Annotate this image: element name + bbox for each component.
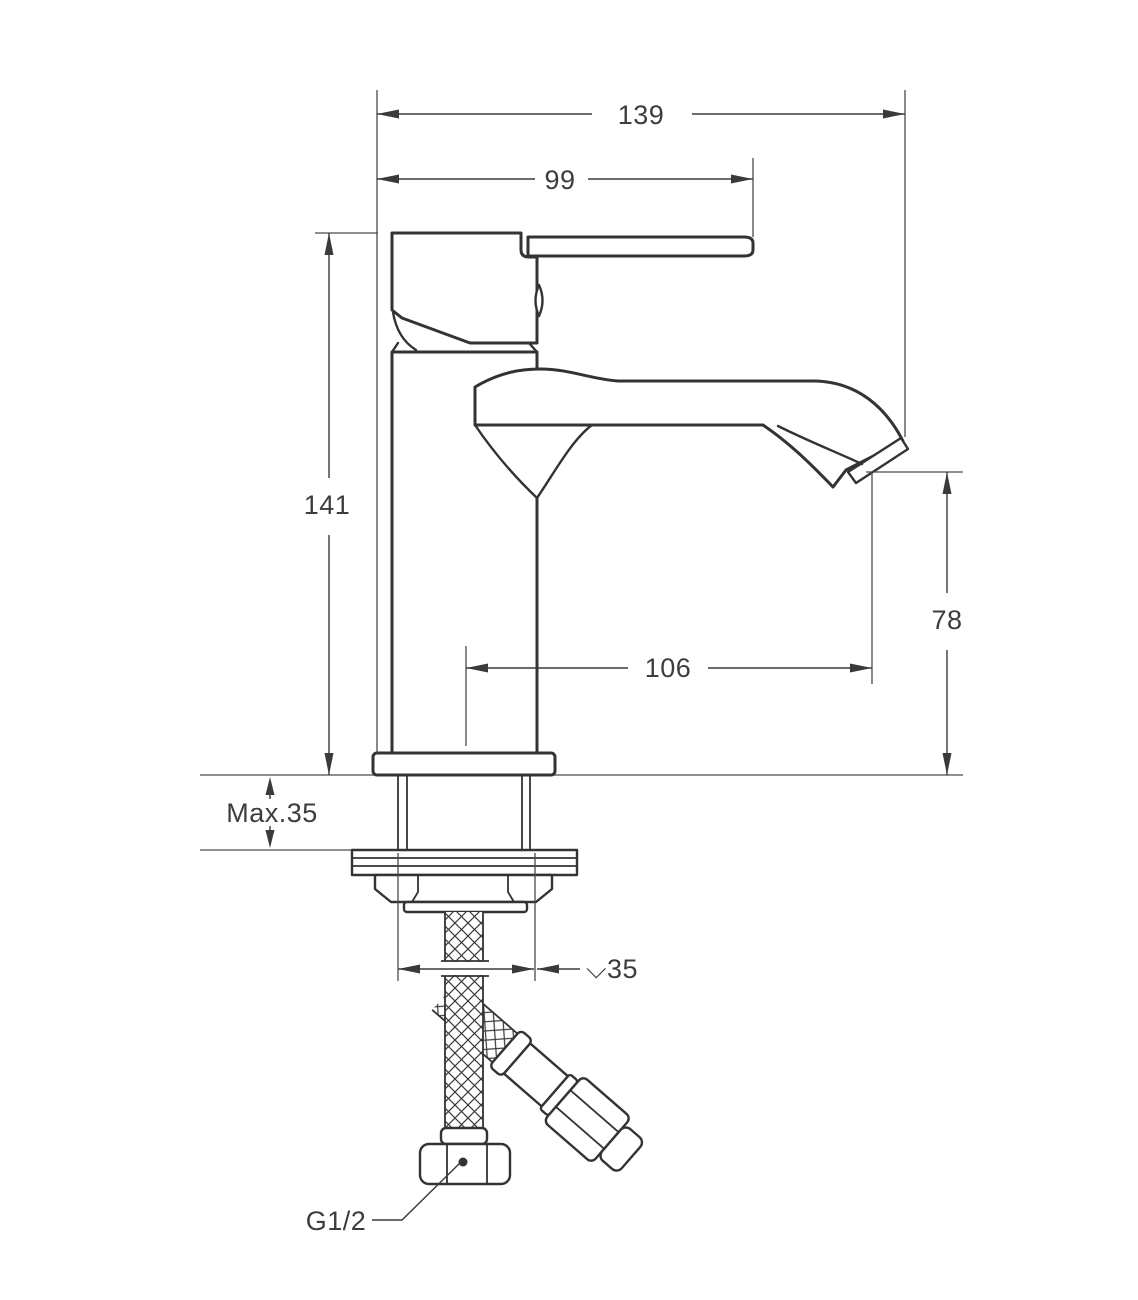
- dimension-annotations: [226, 90, 963, 1236]
- vertical-hose-braid: [445, 912, 483, 1128]
- dim-label-spout-outlet-height: 78: [931, 605, 963, 635]
- vertical-hose-ferrule: [441, 1128, 487, 1144]
- shank-collar: [404, 902, 527, 912]
- arrow-up-78: [943, 472, 952, 494]
- dim-handle-depth: [377, 165, 753, 195]
- label-hose-thread: G1/2: [305, 1206, 367, 1236]
- faucet-head: [392, 233, 537, 343]
- spout-root-fillet: [475, 425, 592, 498]
- dim-label-spout-reach: 106: [644, 653, 692, 683]
- mounting-washer-plate: [352, 850, 577, 875]
- arrow-down-78: [943, 753, 952, 775]
- base-plate: [373, 753, 555, 775]
- mounting-studs: [398, 775, 530, 850]
- dim-label-handle-depth: 99: [544, 165, 576, 195]
- g12-leader-dot: [459, 1158, 468, 1167]
- dim-spout-outlet-height: [931, 472, 962, 775]
- arrow-down-141: [325, 753, 334, 775]
- dim-label-overall-depth: 139: [617, 100, 665, 130]
- dim-overall-depth: [377, 100, 905, 130]
- mounting-hex-nut: [375, 875, 552, 902]
- arrow-right-106: [850, 664, 872, 673]
- dim-spout-reach: [466, 653, 872, 683]
- arrow-outside-dia35: [537, 965, 559, 974]
- faucet-body: [373, 233, 908, 775]
- faucet-lever-handle: [528, 237, 753, 256]
- cartridge-oval-detail: [536, 285, 543, 316]
- dim-label-shank-diameter: ⌵35: [586, 954, 638, 984]
- arrow-left-139: [377, 110, 399, 119]
- dim-label-body-height: 141: [303, 490, 351, 520]
- arrow-left-99: [377, 175, 399, 184]
- arrow-left-dia35: [398, 965, 420, 974]
- arrow-right-dia35: [512, 965, 534, 974]
- arrow-right-99: [731, 175, 753, 184]
- arrow-up-141: [325, 233, 334, 255]
- arrow-right-139: [883, 110, 905, 119]
- dim-max-mounting-thickness: [226, 777, 318, 848]
- dim-label-max-mounting-thickness: Max.35: [226, 798, 318, 828]
- dim-body-height: [304, 233, 351, 775]
- arrow-left-106: [466, 664, 488, 673]
- mounting-hardware: [352, 775, 577, 912]
- dim-shank-diameter: [398, 954, 638, 984]
